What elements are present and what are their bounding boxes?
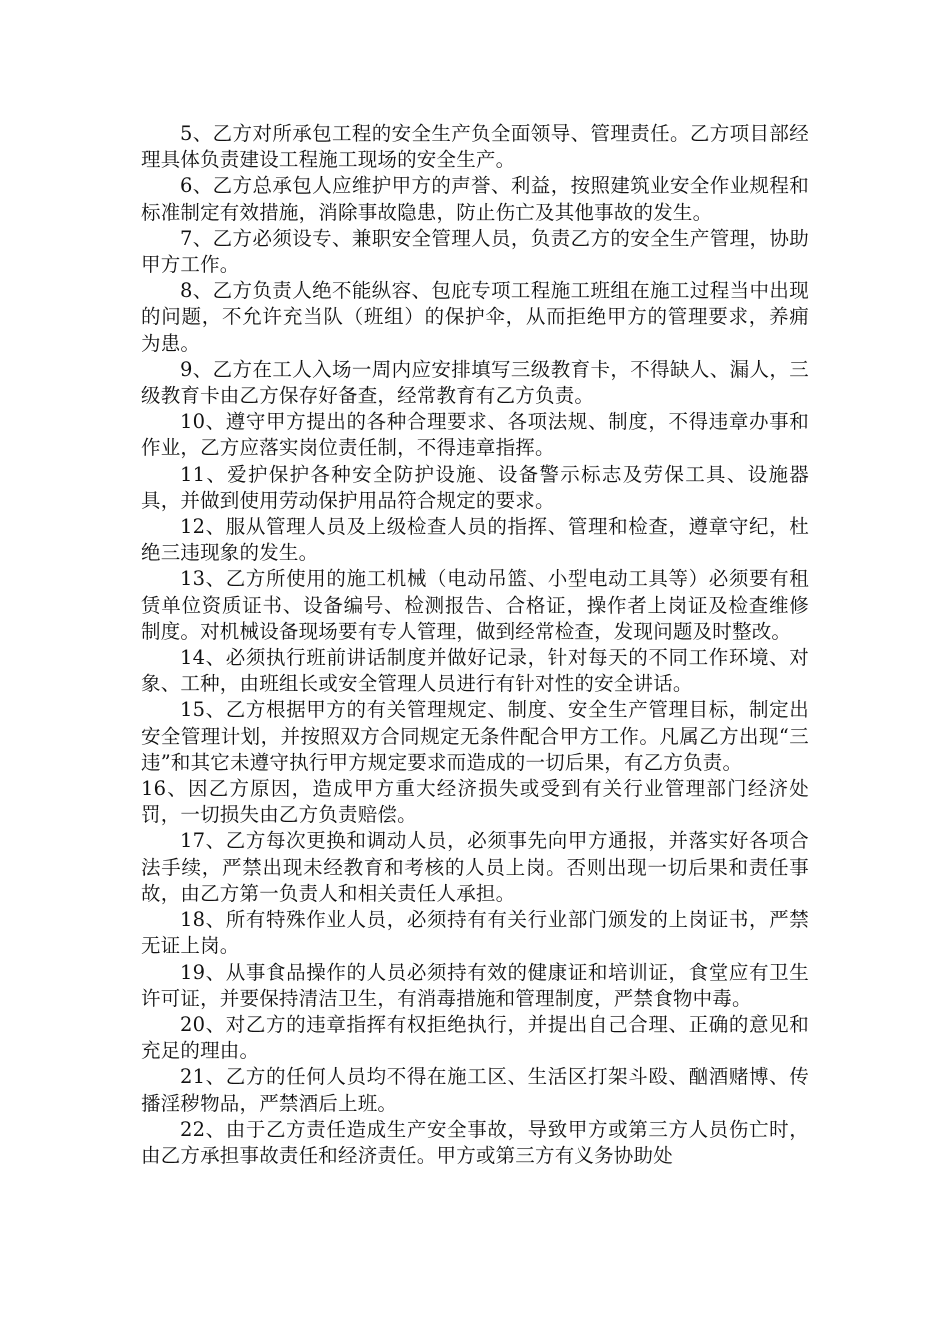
clause-9: 9、乙方在工人入场一周内应安排填写三级教育卡，不得缺人、漏人，三级教育卡由乙方保存好备查，经常教育有乙方负责。 — [141, 357, 809, 408]
clause-18: 18、所有特殊作业人员，必须持有有关行业部门颁发的上岗证书，严禁无证上岗。 — [141, 908, 809, 958]
clause-7: 7、乙方必须设专、兼职安全管理人员，负责乙方的安全生产管理，协助甲方工作。 — [141, 226, 809, 277]
clause-10: 10、遵守甲方提出的各种合理要求、各项法规、制度，不得违章办事和作业，乙方应落实岗位责任制，不得违章指挥。 — [141, 410, 809, 460]
clause-13: 13、乙方所使用的施工机械（电动吊篮、小型电动工具等）必须要有租赁单位资质证书、设备编号、检测报告、合格证，操作者上岗证及检查维修制度。对机械设备现场要有专人管理，做到经常检查，发现问题及时整改。 — [141, 567, 809, 643]
clause-5: 5、乙方对所承包工程的安全生产负全面领导、管理责任。乙方项目部经理具体负责建设工程施工现场的安全生产。 — [141, 122, 809, 172]
clause-11: 11、爱护保护各种安全防护设施、设备警示标志及劳保工具、设施器具，并做到使用劳动保护用品符合规定的要求。 — [141, 462, 809, 512]
clause-20: 20、对乙方的违章指挥有权拒绝执行，并提出自己合理、正确的意见和充足的理由。 — [141, 1012, 809, 1063]
clause-19: 19、从事食品操作的人员必须持有效的健康证和培训证，食堂应有卫生许可证，并要保持清洁卫生，有消毒措施和管理制度，严禁食物中毒。 — [141, 960, 809, 1010]
clause-12: 12、服从管理人员及上级检查人员的指挥、管理和检查，遵章守纪，杜绝三违现象的发生。 — [141, 515, 809, 565]
clause-16: 16、因乙方原因，造成甲方重大经济损失或受到有关行业管理部门经济处罚，一切损失由乙方负责赔偿。 — [141, 777, 809, 827]
clause-21: 21、乙方的任何人员均不得在施工区、生活区打架斗殴、酗酒赌博、传播淫秽物品，严禁酒后上班。 — [141, 1065, 809, 1115]
clause-15: 15、乙方根据甲方的有关管理规定、制度、安全生产管理目标，制定出安全管理计划，并按照双方合同规定无条件配合甲方工作。凡属乙方出现“三违”和其它未遵守执行甲方规定要求而造成的一切后果，有乙方负责。 — [141, 698, 809, 774]
clause-14: 14、必须执行班前讲话制度并做好记录，针对每天的不同工作环境、对象、工种，由班组长或安全管理人员进行有针对性的安全讲话。 — [141, 646, 809, 696]
document-body — [141, 121, 809, 1169]
clause-6: 6、乙方总承包人应维护甲方的声誉、利益，按照建筑业安全作业规程和标准制定有效措施，消除事故隐患，防止伤亡及其他事故的发生。 — [141, 174, 809, 224]
clause-22: 22、由于乙方责任造成生产安全事故，导致甲方或第三方人员伤亡时，由乙方承担事故责任和经济责任。甲方或第三方有义务协助处 — [141, 1117, 809, 1167]
clause-8: 8、乙方负责人绝不能纵容、包庇专项工程施工班组在施工过程当中出现的问题，不允许充当队（班组）的保护伞，从而拒绝甲方的管理要求，养痈为患。 — [141, 279, 809, 355]
clause-17: 17、乙方每次更换和调动人员，必须事先向甲方通报，并落实好各项合法手续，严禁出现未经教育和考核的人员上岗。否则出现一切后果和责任事故，由乙方第一负责人和相关责任人承担。 — [141, 829, 809, 905]
